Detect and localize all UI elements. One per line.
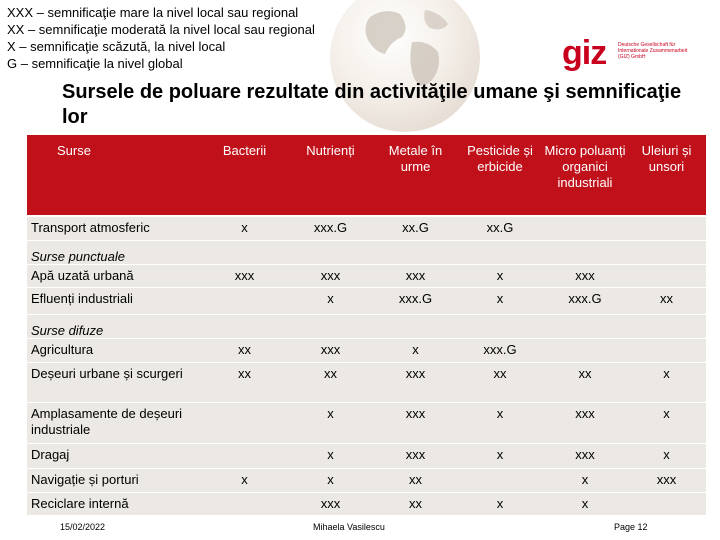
- table-cell: xxx.G: [398, 291, 433, 306]
- row-label: Reciclare internă: [31, 496, 129, 511]
- table-cell: x: [327, 447, 334, 462]
- table-cell: xxx: [575, 447, 595, 462]
- table-cell: xxx: [405, 406, 426, 421]
- table-row: [27, 444, 706, 469]
- section-header: Surse difuze: [27, 315, 706, 339]
- table-cell: x: [496, 406, 504, 421]
- legend-item: XXX – semnificaţie mare la nivel local sau regional: [7, 5, 299, 20]
- table-cell: x: [241, 472, 248, 487]
- row-label: Dragaj: [31, 447, 70, 462]
- table-row: [27, 288, 706, 315]
- logo-text: giz: [562, 34, 607, 72]
- table-cell: xxx: [320, 342, 341, 357]
- header-nutrients: Nutrienți: [306, 143, 355, 158]
- table-row: [27, 217, 706, 241]
- table-cell: xx: [409, 472, 422, 487]
- legend-item: X – semnificaţie scăzută, la nivel local: [7, 39, 226, 54]
- table-cell: x: [663, 406, 670, 421]
- table-cell: [202, 403, 287, 443]
- table-cell: xxx: [234, 268, 255, 283]
- table-cell: xxx: [405, 366, 426, 381]
- header-micro-pollutants: Micro poluanți organici industriali: [544, 143, 626, 190]
- row-label: Efluenți industriali: [31, 291, 133, 306]
- table-cell: x: [241, 220, 248, 235]
- table-cell: x: [663, 366, 670, 381]
- table-cell: x: [663, 447, 670, 462]
- header-bacteria: Bacterii: [222, 143, 267, 158]
- table-cell: x: [327, 291, 334, 306]
- table-cell: x: [496, 447, 504, 462]
- row-label: Apă uzată urbană: [31, 268, 134, 283]
- table-cell: [627, 265, 706, 287]
- significance-legend: [7, 4, 315, 72]
- header-trace-metals: Metale în urme: [388, 143, 443, 174]
- table-cell: xxx: [405, 447, 426, 462]
- table-cell: xxx.G: [483, 342, 517, 357]
- table-cell: xxx.G: [568, 291, 602, 306]
- footer-date: 15/02/2022: [60, 522, 106, 532]
- header-sources: Surse: [57, 143, 91, 158]
- table-cell: xx: [660, 291, 673, 306]
- table-cell: xx: [238, 366, 251, 381]
- logo-subtext: Deutsche Gesellschaft für Internationale Zusammenarbeit (GIZ) GmbH: [618, 42, 688, 60]
- table-cell: [202, 288, 287, 314]
- table-cell: xxx: [575, 268, 595, 283]
- table-cell: [202, 444, 287, 468]
- table-body: [27, 217, 706, 516]
- table-cell: [627, 339, 706, 362]
- table-cell: [627, 217, 706, 240]
- row-label: Transport atmosferic: [31, 220, 150, 235]
- table-cell: x: [412, 342, 419, 357]
- table-cell: xxx: [320, 496, 341, 511]
- table-row: [27, 493, 706, 516]
- table-cell: [457, 469, 543, 492]
- table-cell: xx: [409, 496, 422, 511]
- table-cell: xx.G: [402, 220, 429, 235]
- section-header: Surse punctuale: [27, 241, 706, 265]
- table-header: [27, 135, 706, 217]
- pollution-sources-table: [27, 135, 706, 516]
- table-row: [27, 469, 706, 493]
- table-cell: x: [496, 291, 504, 306]
- table-row: [27, 363, 706, 403]
- row-label: Amplasamente de deșeuri industriale: [31, 406, 183, 437]
- table-cell: x: [581, 496, 589, 511]
- giz-logo: [562, 34, 702, 72]
- table-cell: xx.G: [486, 220, 514, 235]
- table-cell: xxx: [656, 472, 677, 487]
- table-cell: xxx: [320, 268, 341, 283]
- row-label: Deșeuri urbane și scurgeri: [31, 366, 183, 381]
- table-cell: x: [496, 268, 504, 283]
- header-pesticides: Pesticide și erbicide: [467, 143, 533, 174]
- table-cell: [202, 493, 287, 515]
- table-cell: xx: [238, 342, 251, 357]
- legend-item: G – semnificaţie la nivel global: [7, 56, 183, 71]
- row-label: Navigație și porturi: [31, 472, 139, 487]
- table-cell: xxx: [575, 406, 595, 421]
- footer-author: Mihaela Vasilescu: [313, 522, 385, 532]
- table-cell: x: [496, 496, 504, 511]
- table-cell: xxx.G: [313, 220, 348, 235]
- table-cell: [543, 339, 627, 362]
- table-cell: xx: [324, 366, 337, 381]
- table-cell: x: [327, 406, 334, 421]
- table-cell: xx: [493, 366, 507, 381]
- footer-page: Page 12: [614, 522, 648, 532]
- table-cell: [627, 493, 706, 515]
- table-row: [27, 403, 706, 444]
- table-cell: xxx: [405, 268, 426, 283]
- table-cell: x: [581, 472, 589, 487]
- table-row: [27, 339, 706, 363]
- table-cell: x: [327, 472, 334, 487]
- legend-item: XX – semnificaţie moderată la nivel local sau regional: [7, 22, 315, 37]
- table-row: [27, 265, 706, 288]
- row-label: Agricultura: [31, 342, 94, 357]
- header-oils: Uleiuri și unsori: [641, 143, 692, 174]
- table-cell: [543, 217, 627, 240]
- slide-title: Sursele de poluare rezultate din activităţile umane şi semnificaţie lor: [62, 81, 682, 128]
- table-cell: xx: [578, 366, 592, 381]
